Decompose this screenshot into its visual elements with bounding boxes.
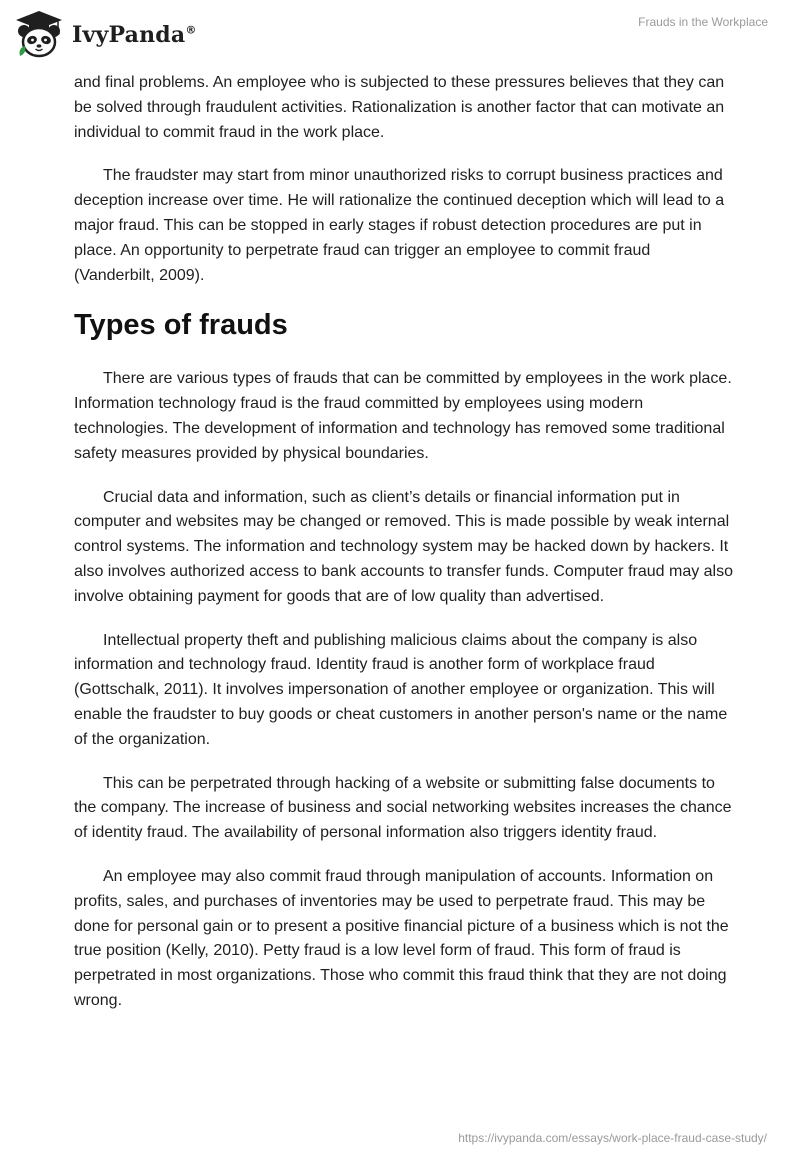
panda-graduate-icon xyxy=(12,8,66,62)
paragraph: This can be perpetrated through hacking of a website or submitting false documents to the company. The increase of business and social networking websites increases the chance of identity fraud. The availability of personal information also triggers identity fraud. xyxy=(74,774,732,842)
ivypanda-logo[interactable] xyxy=(12,8,197,62)
page-header xyxy=(0,0,800,70)
brand-name: IvyPanda® xyxy=(72,22,197,48)
source-url-link[interactable]: https://ivypanda.com/essays/work-place-fraud-case-study/ xyxy=(458,1131,767,1145)
essay-body xyxy=(74,71,734,1033)
paragraph: The fraudster may start from minor unauthorized risks to corrupt business practices and deception increase over time. He will rationalize the continued deception which will lead to a major fraud. This can be stopped in early stages if robust detection procedures are put in place. An opportunity to perpetrate fraud can trigger an employee to commit fraud (Vanderbilt, 2009). xyxy=(74,167,725,284)
paragraph: Crucial data and information, such as client’s details or financial information put in computer and websites may be changed or removed. This is made possible by weak internal control systems. The information and technology system may be hacked down by hackers. It also involves authorized access to bank accounts to transfer funds. Computer fraud may also involve obtaining payment for goods that are of low quality than advertised. xyxy=(74,488,734,605)
document-header-title: Frauds in the Workplace xyxy=(638,15,768,29)
paragraph: Intellectual property theft and publishing malicious claims about the company is also information and technology fraud. Identity fraud is another form of workplace fraud (Gottschalk, 2011). It involves impersonation of another employee or organization. This will enable the fraudster to buy goods or cheat customers in another person's name or the name of the organization. xyxy=(74,631,728,748)
paragraph: An employee may also commit fraud through manipulation of accounts. Information on profits, sales, and purchases of inventories may be used to perpetrate fraud. This may be done for personal gain or to present a positive financial picture of a business which is not the true position (Kelly, 2010). Petty fraud is a low level form of fraud. This form of fraud is perpetrated in most organizations. Those who commit this fraud think that they are not doing wrong. xyxy=(74,867,729,1009)
paragraph: There are various types of frauds that can be committed by employees in the work place. Information technology fraud is the fraud committed by employees using modern technologies. The development of information and technology has removed some traditional safety measures provided by physical boundaries. xyxy=(74,370,732,462)
paragraph: and final problems. An employee who is subjected to these pressures believes that they can be solved through fraudulent activities. Rationalization is another factor that can motivate an individual to commit fraud in the work place. xyxy=(74,74,725,141)
section-heading: Types of frauds xyxy=(74,309,288,342)
